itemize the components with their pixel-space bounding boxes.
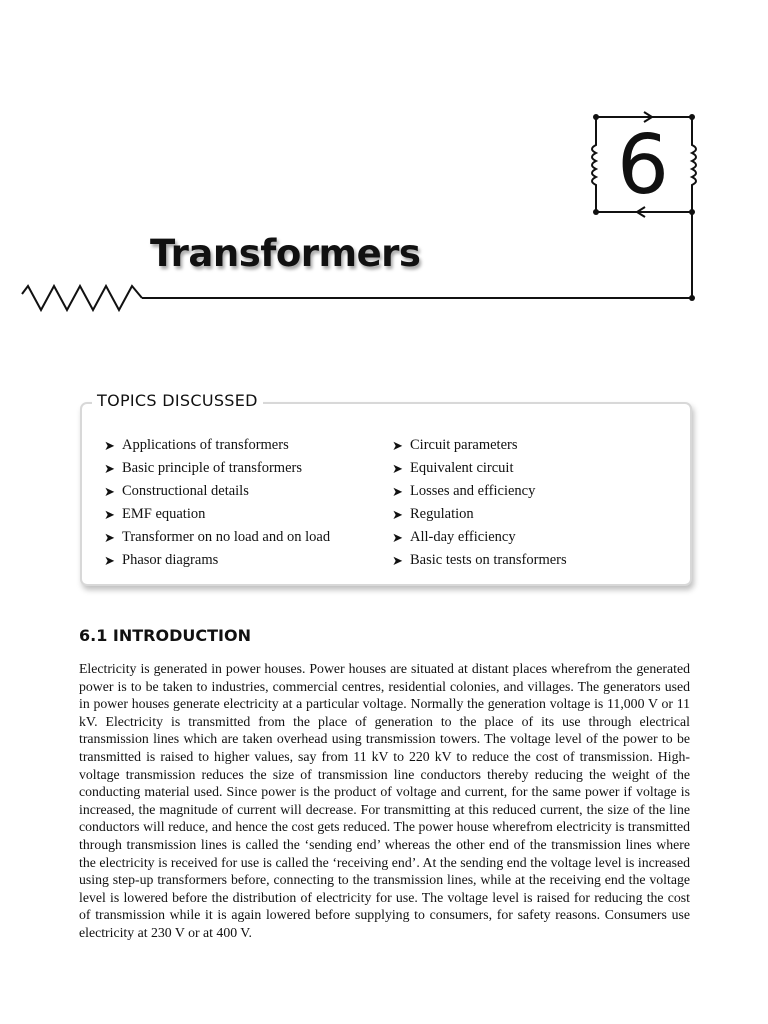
introduction-paragraph: Electricity is generated in power houses. Power houses are situated at distant places wherefrom the generated power is to be taken to industries, commercial centres, residential colonies, and villages. The generators used in power houses generate electricity at a particular voltage. Normally the generation voltage is 11,000 V or 11 kV. Electricity is transmitted from the place of generation to the place of its use through electrical transmission lines which are taken overhead using transmission towers. The voltage level of the power to be transmitted is raised to higher values, say from 11 kV to 220 kV to reduce the cost of transmission. High-voltage transmission reduces the size of transmission line conductors thereby reducing the weight of the conducting material used. Since power is the product of voltage and current, for the same power if voltage is increased, the magnitude of current will decrease. For transmitting at this reduced current, the size of the line conductors will reduce, and hence the cost gets reduced. The power house wherefrom electricity is transmitted through transmission lines is called the ‘sending end’ whereas the other end of the transmission lines where the electricity is received for use is called the ‘receiving end’. At the sending end the voltage level is increased using step-up transformers before, connecting to the transmission lines, while at the receiving end the voltage level is lowered before the distribution of electricity for use. The voltage level is raised for reducing the cost of transmission while it is again lowered before supplying to consumers, for safety reasons. Consumers use electricity at 230 V or at 400 V. bbox=[79, 661, 690, 940]
right-coil bbox=[692, 117, 696, 212]
topics-list-right bbox=[392, 434, 567, 572]
junction-dot bbox=[689, 295, 695, 301]
arrowhead-bullet-icon: ➤ bbox=[392, 438, 403, 453]
topics-heading: TOPICS DISCUSSED bbox=[92, 391, 263, 410]
arrowhead-bullet-icon: ➤ bbox=[392, 530, 403, 545]
junction-dot bbox=[689, 209, 695, 215]
arrowhead-bullet-icon: ➤ bbox=[104, 461, 115, 476]
topic-item: ➤ Circuit parameters bbox=[392, 434, 567, 457]
chapter-title: Transformers bbox=[150, 232, 421, 275]
topic-item: ➤ EMF equation bbox=[104, 503, 330, 526]
topic-item: ➤ Constructional details bbox=[104, 480, 330, 503]
junction-dot bbox=[689, 114, 695, 120]
resistor-zigzag bbox=[22, 286, 142, 310]
topic-item: ➤ Transformer on no load and on load bbox=[104, 526, 330, 549]
arrowhead-bullet-icon: ➤ bbox=[104, 553, 115, 568]
left-coil bbox=[592, 117, 596, 212]
topic-item: ➤ Applications of transformers bbox=[104, 434, 330, 457]
topic-item: ➤ Losses and efficiency bbox=[392, 480, 567, 503]
topic-item: ➤ Phasor diagrams bbox=[104, 549, 330, 572]
topic-item: ➤ Basic principle of transformers bbox=[104, 457, 330, 480]
topic-item: ➤ All-day efficiency bbox=[392, 526, 567, 549]
arrowhead-bullet-icon: ➤ bbox=[392, 461, 403, 476]
topic-item: ➤ Equivalent circuit bbox=[392, 457, 567, 480]
arrowhead-bullet-icon: ➤ bbox=[392, 553, 403, 568]
arrowhead-bullet-icon: ➤ bbox=[104, 438, 115, 453]
topic-item: ➤ Regulation bbox=[392, 503, 567, 526]
arrowhead-bullet-icon: ➤ bbox=[104, 530, 115, 545]
chapter-number: 6 bbox=[616, 118, 670, 213]
arrowhead-bullet-icon: ➤ bbox=[104, 507, 115, 522]
arrowhead-bullet-icon: ➤ bbox=[392, 484, 403, 499]
topics-list-left bbox=[104, 434, 330, 572]
arrowhead-bullet-icon: ➤ bbox=[104, 484, 115, 499]
arrowhead-bullet-icon: ➤ bbox=[392, 507, 403, 522]
topic-item: ➤ Basic tests on transformers bbox=[392, 549, 567, 572]
section-heading: 6.1 INTRODUCTION bbox=[79, 626, 251, 645]
